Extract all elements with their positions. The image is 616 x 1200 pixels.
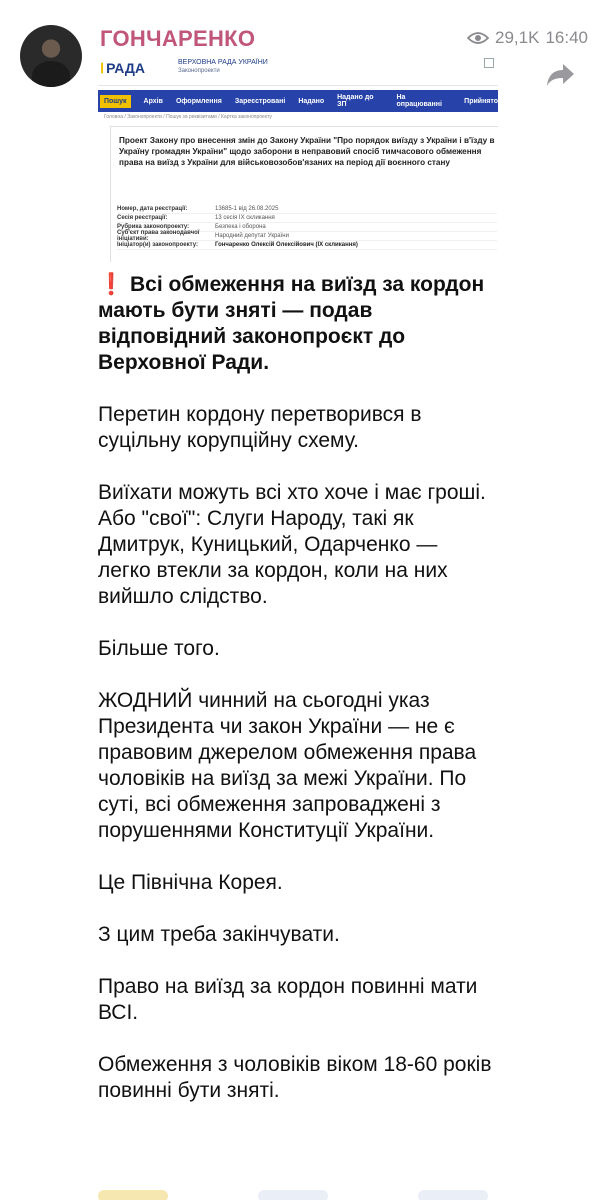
rada-nav-item: Надано до ЗП (337, 94, 374, 108)
detail-row: Суб'єкт права законодавчої ініціативи: Народний депутат України (117, 232, 497, 241)
bill-details (117, 205, 497, 250)
post-paragraph: Більше того. (98, 637, 220, 660)
rada-nav-item: На опрацюванні (396, 94, 442, 108)
view-count: 29,1K (495, 28, 540, 47)
detail-row: Ініціатор(и) законопроекту: Гончаренко Олексій Олексійович (IX скликання) (117, 241, 497, 250)
rada-logo: Ⅰ РАДА (100, 60, 145, 76)
rada-title: ВЕРХОВНА РАДА УКРАЇНИ (178, 59, 268, 66)
rada-nav-item: Оформлення (175, 97, 222, 105)
rada-nav-item: Надано (298, 97, 325, 105)
reaction-chip[interactable] (418, 1190, 488, 1200)
detail-row: Рубрика законопроекту: Безпека і оборона (117, 223, 497, 232)
post-paragraph: Право на виїзд за кордон повинні мати ВСІ. (98, 975, 478, 1024)
reaction-chip[interactable] (98, 1190, 168, 1200)
rada-nav-item: Зареєстровані (234, 97, 286, 105)
rada-nav-item: Прийнято (464, 97, 498, 105)
rada-header (98, 54, 498, 86)
reaction-chip[interactable] (258, 1190, 328, 1200)
reactions-bar (98, 1190, 498, 1200)
post-paragraph: Виїхати можуть всі хто хоче і має гроші. Або "свої": Слуги Народу, такі як Дмитрук, Куницький, Одарченко — легко втекли за кордон, коли на них вийшло слідство. (98, 481, 486, 608)
post-paragraph: Обмеження з чоловіків віком 18-60 років повинні бути зняті. (98, 1053, 492, 1102)
detail-row: Номер, дата реєстрації: 13685-1 від 26.08.2025 (117, 205, 497, 214)
detail-row: Сесія реєстрації: 13 сесія IX скликання (117, 214, 497, 223)
bill-heading: Проект Закону про внесення змін до Закону України "Про порядок виїзду з України і в'їзду в Україну громадян України" щодо заборони в неправовий спосіб тимчасового обмеження права на виїзд з України для військовозобов'язаних на період дії воєнного стану (119, 136, 495, 167)
post-meta (467, 28, 588, 48)
post-paragraph: З цим треба закінчувати. (98, 923, 340, 946)
rada-nav-item: Архів (143, 97, 163, 105)
rada-nav-item: Пошук (100, 95, 131, 108)
rada-subtitle: Законопроекти (178, 68, 220, 74)
eye-icon (467, 31, 489, 45)
exclamation-icon: ❗ (98, 273, 125, 296)
post-paragraph: Перетин кордону перетворився в суцільну корупційну схему. (98, 403, 422, 452)
post-paragraph: ЖОДНИЙ чинний на сьогодні указ Президента чи закон України — не є правовим джерелом обмеження права чоловіків на виїзд за межі України. По суті, всі обмеження запроваджені з порушеннями Конституції України. (98, 689, 477, 842)
post-text (98, 272, 493, 1104)
post-time: 16:40 (545, 28, 588, 47)
attached-screenshot[interactable] (98, 54, 498, 262)
share-icon[interactable] (546, 62, 576, 88)
post-lead: ❗ Всі обмеження на виїзд за кордон мають бути зняті — подав відповідний законопроєкт до Верховної Ради. (98, 273, 485, 374)
bill-card (110, 126, 498, 262)
post-paragraph: Це Північна Корея. (98, 871, 283, 894)
square-icon (484, 58, 494, 68)
rada-nav (98, 90, 498, 112)
channel-avatar[interactable] (20, 25, 82, 87)
channel-name[interactable]: ГОНЧАРЕНКО (100, 26, 256, 51)
rada-breadcrumb: Головна / Законопроекти / Пошук за реквізитами / Картка законопроекту (104, 114, 272, 120)
